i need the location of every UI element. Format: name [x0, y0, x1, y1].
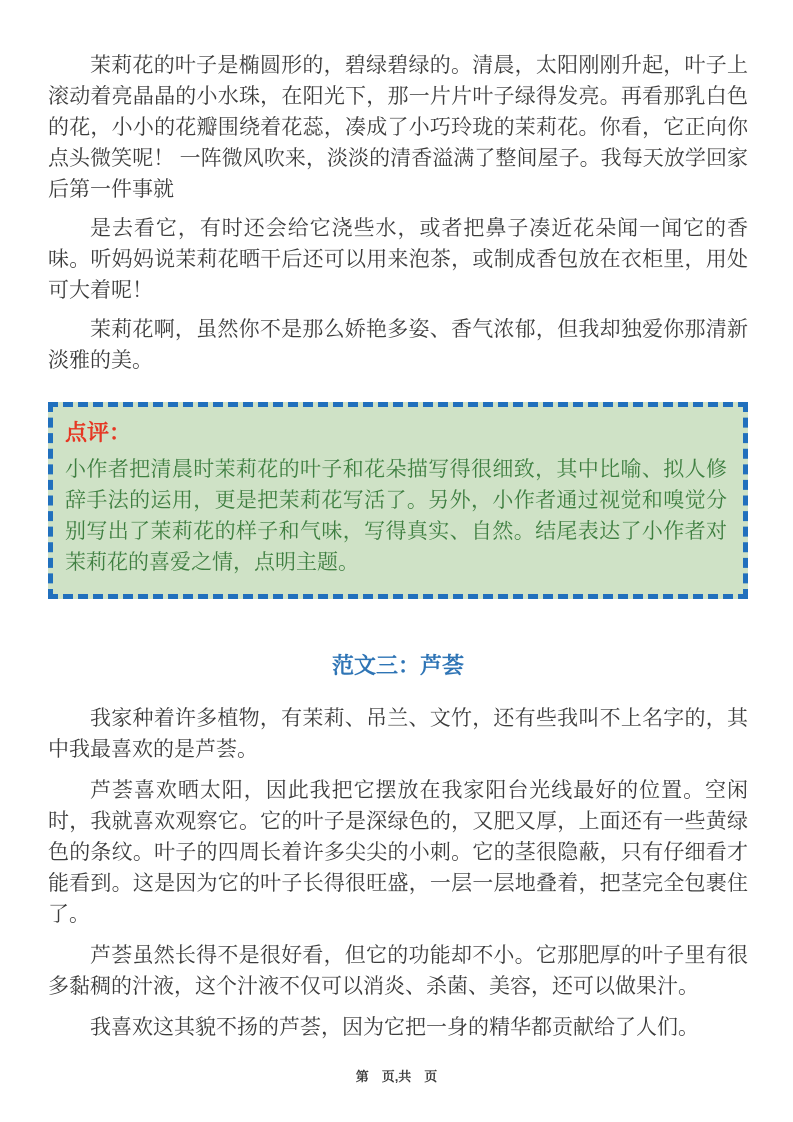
jasmine-paragraph-2: 是去看它，有时还会给它浇些水，或者把鼻子凑近花朵闻一闻它的香味。听妈妈说茉莉花晒干后还可以用来泡茶，或制成香包放在衣柜里，用处可大着呢！ — [48, 216, 748, 302]
jasmine-paragraph-1: 茉莉花的叶子是椭圆形的，碧绿碧绿的。清晨，太阳刚刚升起，叶子上滚动着亮晶晶的小水珠，在阳光下，那一片片叶子绿得发亮。再看那乳白色的花，小小的花瓣围绕着花蕊，凑成了小巧玲珑的茉莉花。你看，它正向你点头微笑呢！ 一阵微风吹来，淡淡的清香溢满了整间屋子。我每天放学回家后第一件事就 — [48, 53, 748, 201]
aloe-paragraph-2: 芦荟喜欢晒太阳，因此我把它摆放在我家阳台光线最好的位置。空闲时，我就喜欢观察它。它的叶子是深绿色的，又肥又厚，上面还有一些黄绿色的条纹。叶子的四周长着许多尖尖的小刺。它的茎很隐蔽，只有仔细看才能看到。这是因为它的叶子长得很旺盛，一层一层地叠着，把茎完全包裹住了。 — [48, 778, 748, 926]
section-heading-aloe: 范文三：芦荟 — [331, 653, 464, 678]
aloe-paragraph-3: 芦荟虽然长得不是很好看，但它的功能却不小。它那肥厚的叶子里有很多黏稠的汁液，这个汁液不仅可以消炎、杀菌、美容，还可以做果汁。 — [48, 943, 748, 998]
teacher-comment-box — [48, 402, 748, 599]
aloe-paragraph-1: 我家种着许多植物，有茉莉、吊兰、文竹，还有些我叫不上名字的，其中我最喜欢的是芦荟。 — [48, 706, 748, 761]
comment-label: 点评： — [65, 420, 132, 445]
comment-text: 小作者把清晨时茉莉花的叶子和花朵描写得很细致，其中比喻、拟人修辞手法的运用，更是把茉莉花写活了。另外，小作者通过视觉和嗅觉分别写出了茉莉花的样子和气味，写得真实、自然。结尾表达了小作者对茉莉花的喜爱之情，点明主题。 — [65, 457, 727, 574]
jasmine-paragraph-3: 茉莉花啊，虽然你不是那么娇艳多姿、香气浓郁，但我却独爱你那清新淡雅的美。 — [48, 317, 748, 372]
footer-page-number: 第 页,共 页 — [355, 1069, 438, 1084]
document-content — [48, 50, 748, 1053]
aloe-paragraph-4: 我喜欢这其貌不扬的芦荟，因为它把一身的精华都贡献给了人们。 — [90, 1015, 699, 1039]
